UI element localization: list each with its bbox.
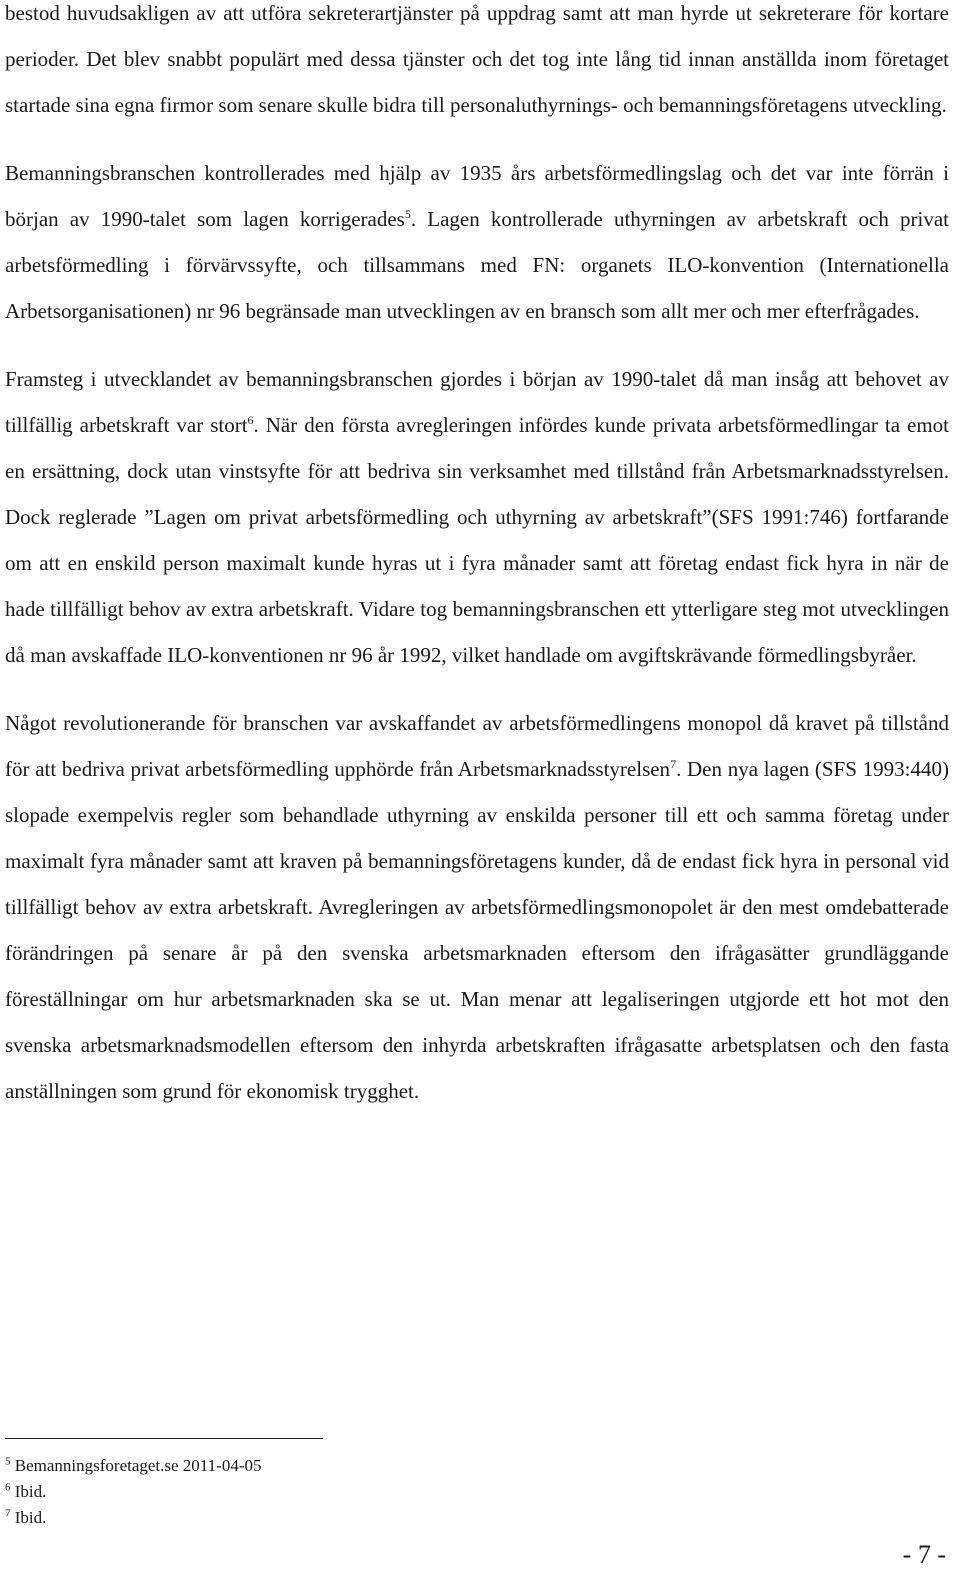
- page-number: - 7 -: [902, 1540, 946, 1569]
- footnote-separator: [5, 1438, 323, 1439]
- paragraph-spacer: [5, 128, 949, 150]
- paragraph-text: . Den nya lagen (SFS 1993:440) slopade exempelvis regler som behandlade uthyrning av enskilda personer till ett och samma företag under maximalt fyra månader samt att kraven på bemanningsföretagens kunder, då de endast fick hyra in personal vid tillfälligt behov av extra arbetskraft. Avregleringen av arbetsförmedlingsmonopolet är den mest omdebatterade förändringen på senare år på den svenska arbetsmarknaden eftersom den ifrågasätter grundläggande föreställningar om hur arbetsmarknaden ska se ut. Man menar att legaliseringen utgjorde ett hot mot den svenska arbetsmarknadsmodellen eftersom den inhyrda arbetskraften ifrågasatte arbetsplatsen och den fasta anställningen som grund för ekonomisk trygghet.: [5, 757, 949, 1103]
- footnotes-section: [5, 1438, 705, 1531]
- paragraph-text: Bemanningsbranschen kontrollerades med hjälp av 1935 års arbetsförmedlingslag och det var inte förrän i början av 1990-talet som lagen korrigerades: [5, 161, 949, 231]
- paragraph-text: . Lagen kontrollerade uthyrningen av arbetskraft och privat arbetsförmedling i förvärvssyfte, och tillsammans med FN: organets ILO-konvention (Internationella Arbetsorganisationen) nr 96 begränsade man utvecklingen av en bransch som allt mer och mer efterfrågades.: [5, 207, 949, 323]
- paragraph-3: [5, 356, 949, 678]
- footnote-text: Ibid.: [14, 1482, 47, 1501]
- paragraph-text: . När den första avregleringen infördes kunde privata arbetsförmedlingar ta emot en ersättning, dock utan vinstsyfte för att bedriva sin verksamhet med tillstånd från Arbetsmarknadsstyrelsen. Dock reglerade ”Lagen om privat arbetsförmedling och uthyrning av arbetskraft”(SFS 1991:746) fortfarande om att en enskild person maximalt kunde hyras ut i fyra månader samt att företag endast fick hyra in när de hade tillfälligt behov av extra arbetskraft. Vidare tog bemanningsbranschen ett ytterligare steg mot utvecklingen då man avskaffade ILO-konventionen nr 96 år 1992, vilket handlade om avgiftskrävande förmedlingsbyråer.: [5, 413, 949, 667]
- paragraph-text: bestod huvudsakligen av att utföra sekreterartjänster på uppdrag samt att man hyrde ut sekreterare för kortare perioder. Det blev snabbt populärt med dessa tjänster och det tog inte lång tid innan anställda inom företaget startade sina egna firmor som senare skulle bidra till personaluthyrnings- och bemanningsföretagens utveckling.: [5, 1, 949, 117]
- document-page: [5, 0, 949, 1114]
- footnote-number: 7: [5, 1507, 11, 1520]
- paragraph-4: [5, 700, 949, 1114]
- paragraph-2: [5, 150, 949, 334]
- footnote-6: [5, 1479, 705, 1505]
- footnote-reference[interactable]: 5: [404, 207, 411, 221]
- paragraph-spacer: [5, 678, 949, 700]
- footnote-reference[interactable]: 7: [670, 757, 677, 771]
- footnote-7: [5, 1505, 705, 1531]
- footnote-number: 5: [5, 1455, 11, 1468]
- paragraph-text: Något revolutionerande för branschen var avskaffandet av arbetsförmedlingens monopol då kravet på tillstånd för att bedriva privat arbetsförmedling upphörde från Arbetsmarknadsstyrelsen: [5, 711, 949, 781]
- footnote-5: [5, 1453, 705, 1479]
- paragraph-1: [5, 0, 949, 128]
- footnote-text: Bemanningsforetaget.se 2011-04-05: [14, 1456, 262, 1475]
- footnote-text: Ibid.: [14, 1508, 47, 1527]
- paragraph-text: Framsteg i utvecklandet av bemanningsbranschen gjordes i början av 1990-talet då man insåg att behovet av tillfällig arbetskraft var stort: [5, 367, 949, 437]
- paragraph-spacer: [5, 334, 949, 356]
- footnote-reference[interactable]: 6: [247, 413, 254, 427]
- footnote-number: 6: [5, 1481, 11, 1494]
